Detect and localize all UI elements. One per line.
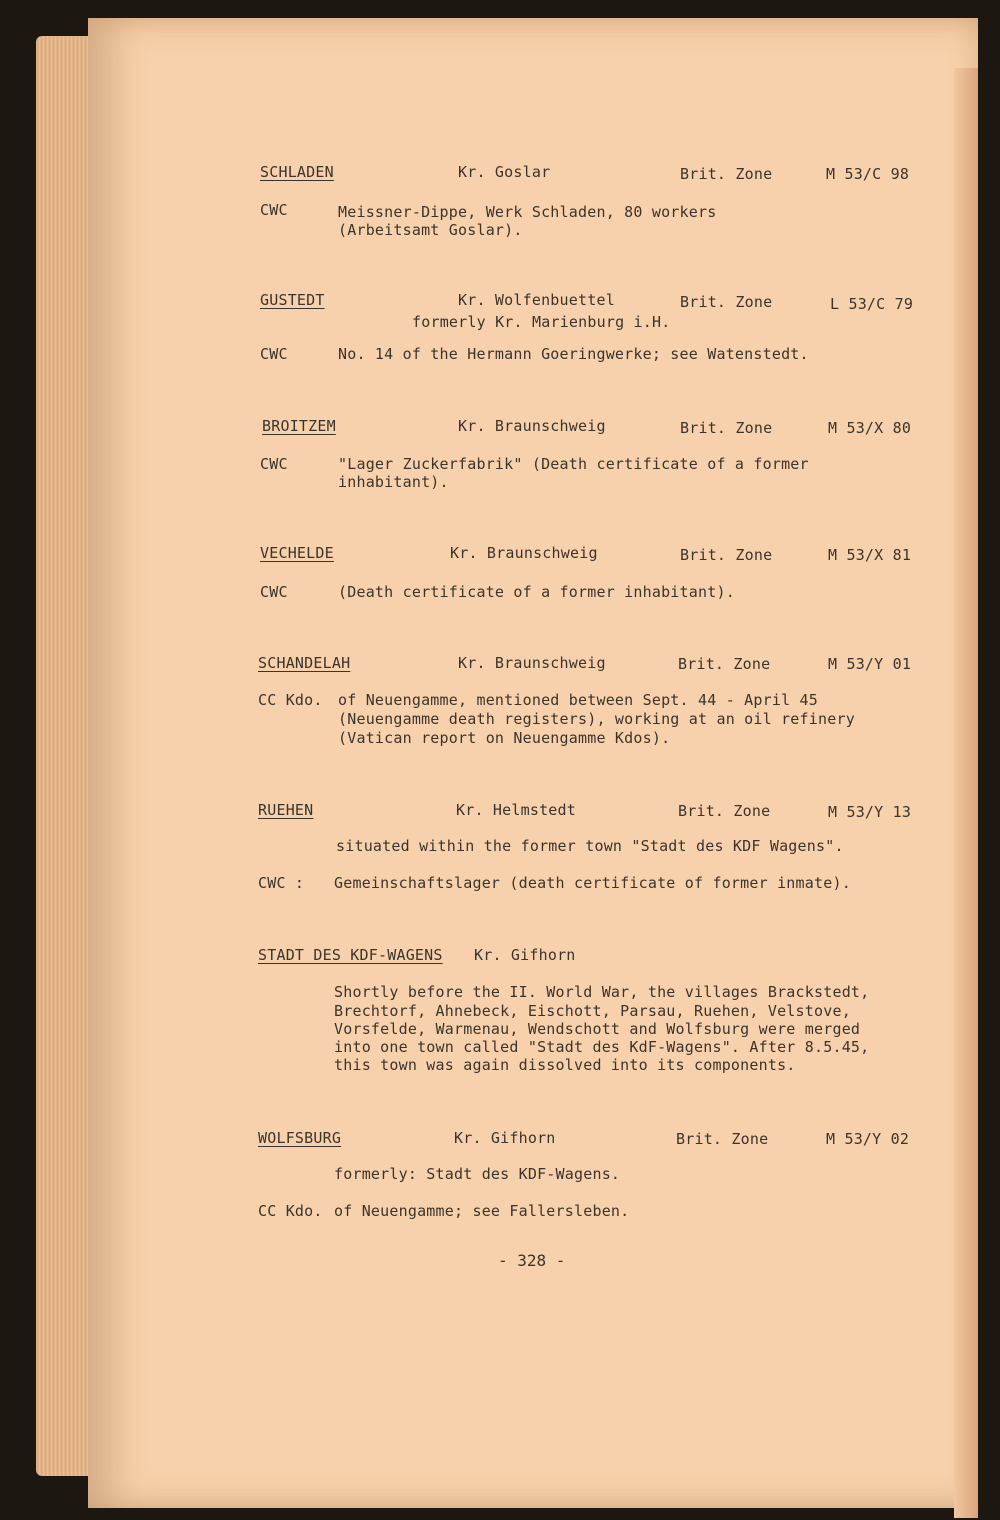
district: Kr. Helmstedt [456,801,576,819]
map-code: M 53/X 80 [828,419,912,437]
camp-type: CWC [260,345,288,363]
place-name: STADT DES KDF-WAGENS [258,946,443,964]
camp-type: CC Kdo. [258,691,323,709]
description-line: inhabitant). [338,473,449,491]
camp-type: CC Kdo. [258,1202,323,1220]
map-code: M 53/C 98 [826,165,910,183]
map-code: M 53/Y 02 [826,1130,910,1148]
zone: Brit. Zone [680,165,773,183]
description-line: (Vatican report on Neuengamme Kdos). [338,729,671,747]
description-line: Gemeinschaftslager (death certificate of former inmate). [334,874,851,892]
zone: Brit. Zone [678,802,771,820]
camp-type: CWC [260,583,288,601]
zone: Brit. Zone [680,419,773,437]
description-line: this town was again dissolved into its components. [334,1056,796,1074]
description-line: of Neuengamme; see Fallersleben. [334,1202,630,1220]
map-code: M 53/Y 13 [828,803,912,821]
location-note: formerly: Stadt des KDF-Wagens. [334,1165,621,1183]
camp-type: CWC [260,455,288,473]
description-line: No. 14 of the Hermann Goeringwerke; see Watenstedt. [338,345,809,363]
place-name: WOLFSBURG [258,1129,342,1147]
description-line: "Lager Zuckerfabrik" (Death certificate of a former [338,455,809,473]
description-line: of Neuengamme, mentioned between Sept. 44 - April 45 [338,691,818,709]
map-code: L 53/C 79 [830,295,914,313]
district: Kr. Gifhorn [454,1129,556,1147]
facing-page-edge [954,68,978,1518]
location-note: situated within the former town "Stadt des KDF Wagens". [336,837,844,855]
camp-type: CWC : [258,874,305,892]
place-name: RUEHEN [258,801,314,819]
zone: Brit. Zone [680,293,773,311]
zone: Brit. Zone [680,546,773,564]
district: Kr. Braunschweig [458,417,606,435]
place-name: BROITZEM [262,417,336,435]
place-name: VECHELDE [260,544,334,562]
map-code: M 53/X 81 [828,546,912,564]
map-code: M 53/Y 01 [828,655,912,673]
place-name: SCHLADEN [260,163,334,181]
description-line: Meissner-Dippe, Werk Schladen, 80 workers [338,203,717,221]
description-line: Vorsfelde, Warmenau, Wendschott and Wolfsburg were merged [334,1020,861,1038]
description-line: Shortly before the II. World War, the villages Brackstedt, [334,983,870,1001]
district: Kr. Braunschweig [450,544,598,562]
district: Kr. Goslar [458,163,551,181]
description-line: (Death certificate of a former inhabitant). [338,583,735,601]
zone: Brit. Zone [676,1130,769,1148]
district: Kr. Gifhorn [474,946,576,964]
place-name: SCHANDELAH [258,654,351,672]
description-line: into one town called "Stadt des KdF-Wagens". After 8.5.45, [334,1038,870,1056]
description-line: (Arbeitsamt Goslar). [338,221,523,239]
camp-type: CWC [260,201,288,219]
page-number: - 328 - [498,1251,566,1270]
description-line: Brechtorf, Ahnebeck, Eischott, Parsau, Ruehen, Velstove, [334,1002,851,1020]
zone: Brit. Zone [678,655,771,673]
district-former: formerly Kr. Marienburg i.H. [412,313,671,331]
place-name: GUSTEDT [260,291,325,309]
book-page-edges [36,36,96,1476]
district: Kr. Wolfenbuettel [458,291,615,309]
district: Kr. Braunschweig [458,654,606,672]
document-page [88,18,978,1508]
description-line: (Neuengamme death registers), working at an oil refinery [338,710,855,728]
